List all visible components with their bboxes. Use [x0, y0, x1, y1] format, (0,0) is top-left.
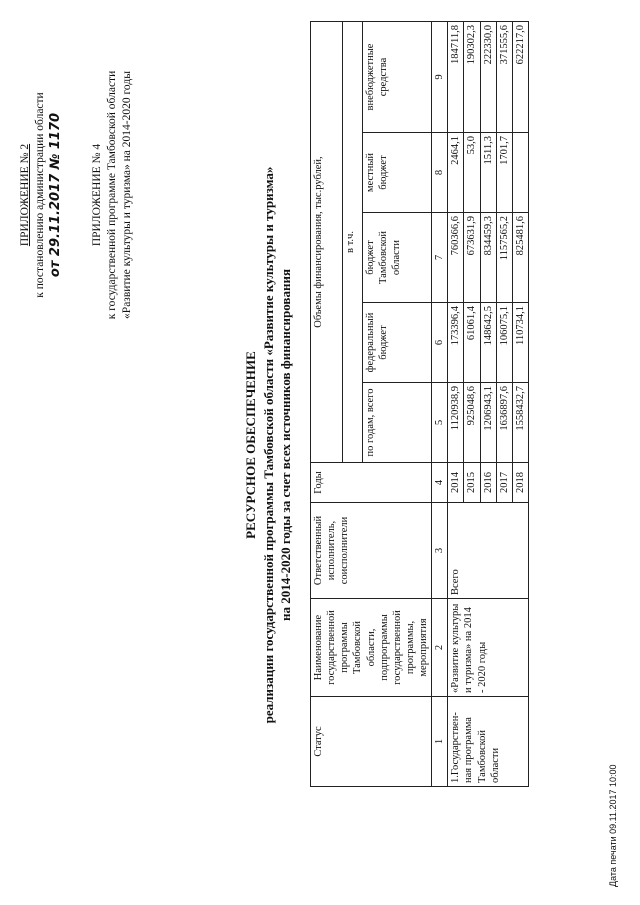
- col-number: 9: [432, 22, 448, 133]
- appendix-2-resolution: к постановлению администрации области: [33, 92, 46, 298]
- total-cell: 925048,6: [464, 383, 480, 463]
- title-line-1: РЕСУРСНОЕ ОБЕСПЕЧЕНИЕ: [243, 351, 258, 539]
- total-cell: 1206943,1: [480, 383, 496, 463]
- appendix-4-title: ПРИЛОЖЕНИЕ № 4: [91, 143, 103, 247]
- appendix-4-line1: к государственной программе Тамбовской области: [105, 70, 118, 320]
- col-number: 4: [432, 463, 448, 503]
- col-number: 6: [432, 303, 448, 383]
- program-name-cell: «Развитие культуры и туризма» на 2014 - 2020 годы: [448, 599, 529, 697]
- extra-cell: 622217,0: [512, 22, 528, 133]
- appendix-4-block: [90, 45, 135, 345]
- col-number: 1: [432, 697, 448, 787]
- local-cell: 53,0: [464, 133, 480, 213]
- federal-cell: 173396,4: [448, 303, 464, 383]
- total-cell: 1120938,9: [448, 383, 464, 463]
- document-title: [242, 85, 295, 805]
- federal-cell: 106075,1: [496, 303, 512, 383]
- title-line-3: на 2014-2020 годы за счет всех источников финансирования: [278, 269, 294, 621]
- title-line-2: реализации государственной программы Тамбовской области «Развитие культуры и туризма»: [260, 166, 276, 724]
- header-local: местный бюджет: [362, 133, 431, 213]
- federal-cell: 61061,4: [464, 303, 480, 383]
- regional-cell: 825481,6: [512, 213, 528, 303]
- header-total: по годам, всего: [362, 383, 431, 463]
- column-number-row: [432, 22, 448, 787]
- header-volumes: [311, 22, 343, 463]
- local-cell: 1511,3: [480, 133, 496, 213]
- executor-cell: Всего: [448, 503, 529, 599]
- total-cell: 1636897,6: [496, 383, 512, 463]
- col-number: 2: [432, 599, 448, 697]
- header-volumes-label: Объемы финансирования, тыс.рублей,: [313, 156, 324, 328]
- regional-cell: 1157565,2: [496, 213, 512, 303]
- header-federal: федеральный бюджет: [362, 303, 431, 383]
- header-incl: в т.ч.: [343, 22, 363, 463]
- col-number: 3: [432, 503, 448, 599]
- extra-cell: 222330,0: [480, 22, 496, 133]
- regional-cell: 834459,3: [480, 213, 496, 303]
- local-cell: 2464,1: [448, 133, 464, 213]
- extra-cell: 184711,8: [448, 22, 464, 133]
- year-cell: 2017: [496, 463, 512, 503]
- header-extra: внебюджетные средства: [362, 22, 431, 133]
- appendix-2-signature: от 29.11.2017 № 1170: [47, 112, 63, 278]
- year-cell: 2018: [512, 463, 528, 503]
- regional-cell: 673631,9: [464, 213, 480, 303]
- header-regional: бюджет Тамбовской области: [362, 213, 431, 303]
- col-number: 7: [432, 213, 448, 303]
- table-row: [448, 22, 464, 787]
- header-years: Годы: [311, 463, 432, 503]
- funding-table: [310, 21, 529, 787]
- local-cell: [512, 133, 528, 213]
- local-cell: 1701,7: [496, 133, 512, 213]
- federal-cell: 110734,1: [512, 303, 528, 383]
- header-name: Наименование государственной программы Тамбовской области, подпрограммы государственной программы, мероприятия: [311, 599, 432, 697]
- appendix-2-title: ПРИЛОЖЕНИЕ № 2: [19, 143, 31, 247]
- status-cell: 1.Государствен-ная программа Тамбовской области: [448, 697, 529, 787]
- col-number: 5: [432, 383, 448, 463]
- regional-cell: 760366,6: [448, 213, 464, 303]
- total-cell: 1558432,7: [512, 383, 528, 463]
- col-number: 8: [432, 133, 448, 213]
- print-date: Дата печати 09.11.2017 10:00: [608, 764, 618, 887]
- federal-cell: 148642,5: [480, 303, 496, 383]
- year-cell: 2014: [448, 463, 464, 503]
- year-cell: 2015: [464, 463, 480, 503]
- appendix-4-line2: «Развитие культуры и туризма» на 2014-2020 годы: [120, 71, 133, 319]
- header-executor: Ответственный исполнитель, соисполнители: [311, 503, 432, 599]
- year-cell: 2016: [480, 463, 496, 503]
- extra-cell: 190302,3: [464, 22, 480, 133]
- appendix-2-block: [18, 45, 65, 345]
- header-status: Статус: [311, 697, 432, 787]
- extra-cell: 371555,6: [496, 22, 512, 133]
